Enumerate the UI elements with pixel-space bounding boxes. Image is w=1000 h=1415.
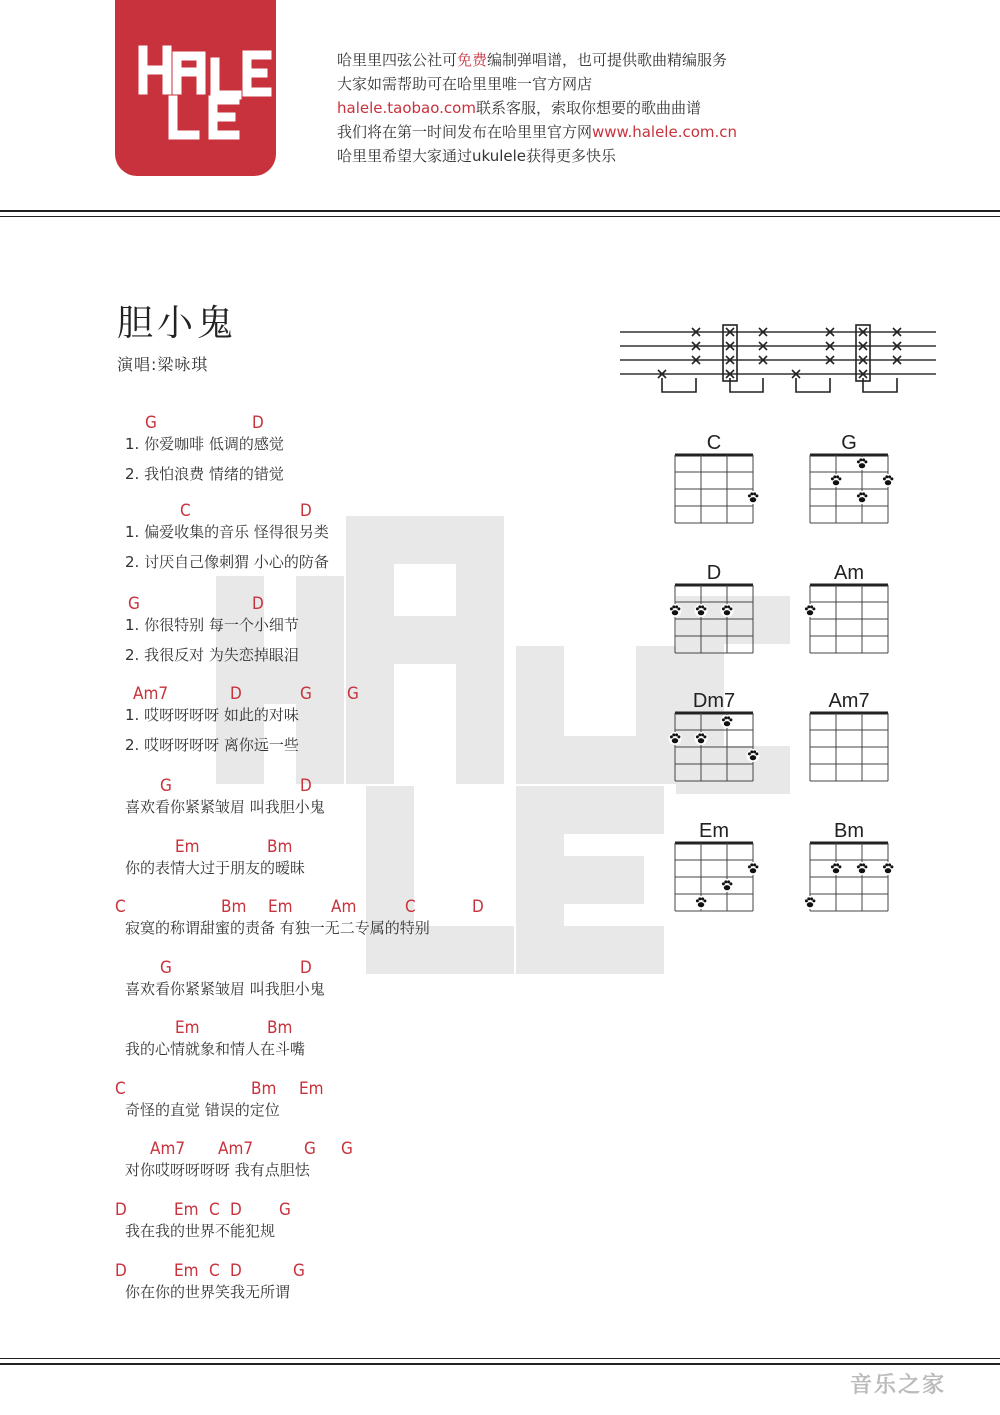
chord-label: C [405, 897, 416, 917]
lyric-line: 你的表情大过于朋友的暧昧 [125, 859, 306, 877]
chord-label: Em [174, 1261, 199, 1281]
paw-pad [698, 738, 704, 743]
paw-toe [675, 605, 678, 608]
paw-toe [672, 733, 675, 736]
chord-label: Am7 [218, 1139, 254, 1159]
paw-icon [882, 474, 895, 487]
lyric-line: 我在我的世界不能犯规 [125, 1222, 276, 1240]
paw-toe [833, 475, 836, 478]
chord-label: D [252, 594, 264, 614]
header-info [337, 48, 737, 168]
paw-toe [859, 458, 862, 461]
paw-toe [810, 605, 813, 608]
paw-pad [698, 610, 704, 615]
strum-beam [662, 378, 696, 392]
paw-icon [856, 862, 869, 875]
chord-label: Em [174, 1200, 199, 1220]
lyric-line: 我的心情就象和情人在斗嘴 [125, 1040, 306, 1058]
lyric-line: 你在你的世界笑我无所谓 [125, 1283, 291, 1301]
lyric-line: 2. 讨厌自己像刺猬 小心的防备 [125, 553, 329, 571]
paw-icon [882, 862, 895, 875]
paw-toe [805, 607, 808, 610]
strumming-pattern-svg [620, 322, 940, 397]
paw-toe [885, 863, 888, 866]
chord-diagram-em [675, 820, 760, 911]
paw-toe [703, 899, 706, 902]
strum-box [856, 325, 870, 381]
paw-icon [747, 749, 760, 762]
chord-label: G [128, 594, 140, 614]
paw-toe [838, 477, 841, 480]
lyric-line: 2. 我怕浪费 情绪的错觉 [125, 465, 284, 483]
paw-toe [890, 477, 893, 480]
chord-label: Bm [267, 1018, 293, 1038]
paw-toe [703, 735, 706, 738]
chord-label: Am7 [133, 684, 169, 704]
paw-toe [703, 607, 706, 610]
lyric-line: 1. 你很特别 每一个小细节 [125, 616, 299, 634]
lyric-line: 2. 我很反对 为失恋掉眼泪 [125, 646, 299, 664]
lyric-line: 喜欢看你紧紧皱眉 叫我胆小鬼 [125, 980, 325, 998]
paw-pad [859, 463, 865, 468]
chord-diagram-name: Am7 [828, 690, 870, 712]
chord-label: C [115, 1079, 126, 1099]
paw-toe [859, 492, 862, 495]
chord-label: D [230, 1261, 242, 1281]
paw-toe [722, 718, 725, 721]
paw-pad [807, 902, 813, 907]
paw-toe [750, 863, 753, 866]
strum-beam [796, 378, 830, 392]
halele-logo-mark [115, 0, 276, 176]
paw-icon [804, 896, 817, 909]
paw-icon [830, 474, 843, 487]
paw-toe [727, 605, 730, 608]
paw-icon [695, 604, 708, 617]
chord-label: D [230, 1200, 242, 1220]
chord-label: G [145, 413, 157, 433]
paw-pad [672, 610, 678, 615]
paw-toe [810, 897, 813, 900]
paw-pad [750, 868, 756, 873]
paw-toe [836, 475, 839, 478]
paw-toe [864, 460, 867, 463]
paw-pad [885, 480, 891, 485]
paw-icon [695, 896, 708, 909]
lyric-line: 对你哎呀呀呀呀 我有点胆怯 [125, 1161, 310, 1179]
paw-pad [807, 610, 813, 615]
chord-label: D [115, 1200, 127, 1220]
paw-toe [750, 492, 753, 495]
paw-toe [750, 750, 753, 753]
strum-beam [863, 378, 897, 392]
paw-toe [724, 880, 727, 883]
paw-pad [833, 480, 839, 485]
paw-toe [698, 897, 701, 900]
paw-icon [856, 457, 869, 470]
chord-label: Am [331, 897, 357, 917]
strum-box [723, 325, 737, 381]
chord-diagram-dm7 [669, 690, 760, 781]
header-divider-thin [0, 216, 1000, 217]
song-singer: 演唱:梁咏琪 [117, 355, 209, 374]
chord-label: D [252, 413, 264, 433]
chord-label: D [300, 776, 312, 796]
paw-pad [750, 755, 756, 760]
chord-label: Em [175, 1018, 200, 1038]
paw-toe [753, 492, 756, 495]
header-line-1: 哈里里四弦公社可免费编制弹唱谱，也可提供歌曲精编服务 [337, 51, 728, 69]
chord-diagram-bm [804, 820, 895, 911]
chord-diagrams [655, 425, 915, 949]
paw-toe [748, 494, 751, 497]
chord-label: C [115, 897, 126, 917]
paw-icon [695, 732, 708, 745]
paw-toe [862, 458, 865, 461]
paw-toe [857, 865, 860, 868]
paw-toe [836, 863, 839, 866]
header-line-2: 大家如需帮助可在哈里里唯一官方网店 [337, 75, 593, 93]
paw-toe [812, 899, 815, 902]
chord-label: D [472, 897, 484, 917]
footer-divider-thin [0, 1358, 1000, 1359]
chord-diagram-name: Dm7 [692, 690, 736, 712]
chord-diagram-d [669, 562, 754, 653]
paw-toe [862, 863, 865, 866]
paw-icon [747, 491, 760, 504]
chord-label: C [209, 1261, 220, 1281]
paw-toe [753, 863, 756, 866]
chord-diagram-c [675, 432, 760, 523]
paw-toe [696, 735, 699, 738]
chord-label: G [304, 1139, 316, 1159]
paw-pad [750, 497, 756, 502]
paw-icon [747, 862, 760, 875]
chord-label: Bm [267, 837, 293, 857]
chord-label: G [279, 1200, 291, 1220]
lyric-line: 奇怪的直觉 错误的定位 [125, 1101, 280, 1119]
paw-icon [721, 879, 734, 892]
lyric-line: 寂寞的称谓甜蜜的责备 有独一无二专属的特别 [125, 919, 430, 937]
lyric-line: 1. 你爱咖啡 低调的感觉 [125, 435, 284, 453]
chord-diagram-name: C [706, 432, 722, 454]
chord-diagram-name: Bm [834, 820, 864, 842]
paw-toe [838, 865, 841, 868]
paw-toe [864, 865, 867, 868]
paw-toe [701, 897, 704, 900]
chord-diagram-name: Am [834, 562, 864, 584]
paw-toe [831, 865, 834, 868]
chord-label: C [180, 501, 191, 521]
paw-toe [729, 607, 732, 610]
chord-label: G [160, 958, 172, 978]
paw-toe [755, 494, 758, 497]
lyric-line: 2. 哎呀呀呀呀 离你远一些 [125, 736, 299, 754]
chord-label: G [341, 1139, 353, 1159]
paw-icon [721, 715, 734, 728]
footer-watermark: 音乐之家 [850, 1373, 947, 1398]
chord-label: Em [268, 897, 293, 917]
paw-pad [672, 738, 678, 743]
paw-toe [883, 865, 886, 868]
paw-toe [701, 605, 704, 608]
lyric-line: 喜欢看你紧紧皱眉 叫我胆小鬼 [125, 798, 325, 816]
chord-label: Em [299, 1079, 324, 1099]
paw-pad [833, 868, 839, 873]
chord-label: G [293, 1261, 305, 1281]
strum-beam [730, 378, 763, 392]
chord-label: G [300, 684, 312, 704]
paw-toe [807, 605, 810, 608]
footer-divider [0, 1363, 1000, 1365]
paw-toe [724, 605, 727, 608]
paw-pad [859, 497, 865, 502]
chord-diagram-am [804, 562, 889, 653]
chord-label: Am7 [150, 1139, 186, 1159]
chord-label: Bm [221, 897, 247, 917]
paw-icon [804, 604, 817, 617]
paw-toe [696, 899, 699, 902]
paw-toe [727, 716, 730, 719]
paw-toe [672, 605, 675, 608]
lyric-line: 1. 偏爱收集的音乐 怪得很另类 [125, 523, 329, 541]
chord-diagrams-svg [655, 425, 915, 945]
paw-toe [748, 752, 751, 755]
paw-toe [748, 865, 751, 868]
paw-toe [677, 607, 680, 610]
paw-pad [885, 868, 891, 873]
chord-label: G [160, 776, 172, 796]
header-line-5: 哈里里希望大家通过ukulele获得更多快乐 [337, 147, 617, 165]
chord-label: D [115, 1261, 127, 1281]
paw-toe [677, 735, 680, 738]
website-link[interactable]: www.halele.com.cn [592, 123, 738, 141]
paw-toe [885, 475, 888, 478]
chord-label: Bm [251, 1079, 277, 1099]
paw-toe [864, 494, 867, 497]
paw-toe [722, 882, 725, 885]
paw-toe [753, 750, 756, 753]
paw-toe [675, 733, 678, 736]
lyric-line: 1. 哎呀呀呀呀 如此的对味 [125, 706, 299, 724]
halele-logo [115, 0, 276, 176]
chord-diagram-name: G [841, 432, 857, 454]
paw-toe [888, 863, 891, 866]
paw-toe [857, 460, 860, 463]
paw-toe [862, 492, 865, 495]
paw-toe [883, 477, 886, 480]
paw-toe [696, 607, 699, 610]
paw-icon [721, 604, 734, 617]
paw-toe [833, 863, 836, 866]
paw-toe [805, 899, 808, 902]
chord-diagram-am7 [810, 690, 888, 781]
paw-toe [701, 733, 704, 736]
strumming-pattern [620, 322, 940, 401]
paw-toe [807, 897, 810, 900]
paw-toe [670, 735, 673, 738]
paw-toe [727, 880, 730, 883]
paw-icon [830, 862, 843, 875]
paw-toe [857, 494, 860, 497]
paw-toe [729, 882, 732, 885]
chord-label: G [347, 684, 359, 704]
paw-toe [831, 477, 834, 480]
paw-toe [670, 607, 673, 610]
paw-toe [812, 607, 815, 610]
paw-icon [669, 732, 682, 745]
paw-icon [669, 604, 682, 617]
chord-diagram-name: Em [699, 820, 729, 842]
chord-diagram-g [810, 432, 895, 523]
paw-toe [888, 475, 891, 478]
paw-toe [698, 733, 701, 736]
paw-toe [890, 865, 893, 868]
chord-label: D [300, 958, 312, 978]
paw-toe [698, 605, 701, 608]
paw-icon [856, 491, 869, 504]
paw-toe [859, 863, 862, 866]
paw-toe [755, 752, 758, 755]
header-divider [0, 210, 1000, 212]
chord-label: Em [175, 837, 200, 857]
paw-toe [722, 607, 725, 610]
chord-diagram-name: D [706, 562, 722, 584]
paw-pad [724, 721, 730, 726]
paw-pad [724, 610, 730, 615]
chord-label: D [300, 501, 312, 521]
chord-label: C [209, 1200, 220, 1220]
header-line-4: 我们将在第一时间发布在哈里里官方网www.halele.com.cn [337, 123, 738, 141]
song-title: 胆小鬼 [117, 303, 238, 344]
paw-pad [698, 902, 704, 907]
chord-label: D [230, 684, 242, 704]
paw-toe [724, 716, 727, 719]
paw-toe [729, 718, 732, 721]
paw-toe [755, 865, 758, 868]
paw-pad [859, 868, 865, 873]
header-line-3: halele.taobao.com联系客服，索取你想要的歌曲曲谱 [337, 99, 701, 117]
shop-link[interactable]: halele.taobao.com [337, 99, 476, 117]
paw-pad [724, 885, 730, 890]
